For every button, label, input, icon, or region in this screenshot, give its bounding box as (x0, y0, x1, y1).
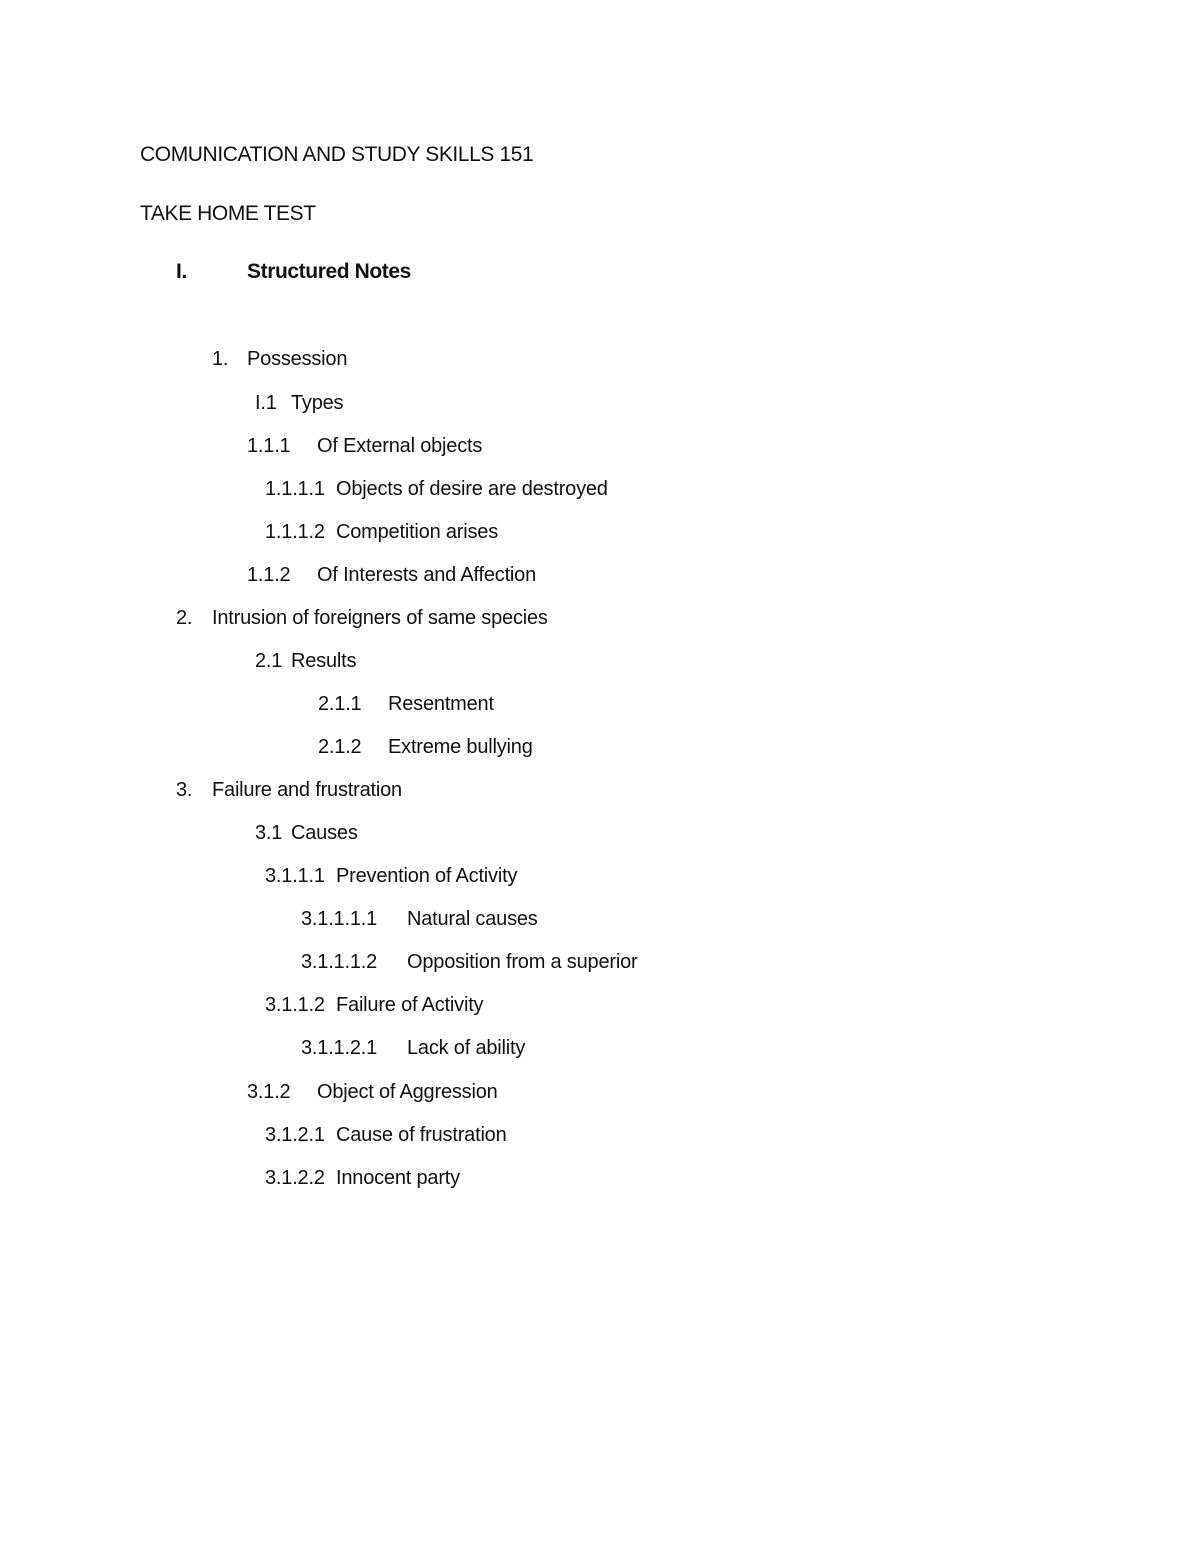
outline-text: Causes (291, 822, 358, 844)
outline-text: Prevention of Activity (336, 865, 518, 887)
outline-item (265, 993, 483, 1017)
outline-text: Extreme bullying (388, 736, 533, 758)
outline-item (255, 821, 358, 845)
outline-number: 3.1.2.2 (265, 1167, 325, 1189)
outline-text: Possession (247, 348, 348, 370)
outline-item (265, 864, 517, 888)
outline-number: 3.1.1.1.2 (301, 951, 378, 973)
outline-item (176, 606, 548, 630)
outline-number: 1.1.1.2 (265, 521, 325, 543)
outline-number: 1. (212, 348, 229, 370)
outline-number: 3.1.2 (247, 1081, 291, 1103)
outline-number: 1.1.1.1 (265, 478, 325, 500)
outline-text: Failure of Activity (336, 994, 484, 1016)
outline-text: Lack of ability (407, 1037, 526, 1059)
outline-number: 3.1.1.2 (265, 994, 325, 1016)
outline-number: 3. (176, 779, 193, 801)
outline-item (265, 477, 608, 501)
outline-item (247, 1080, 498, 1104)
outline-number: 3.1.1.2.1 (301, 1037, 378, 1059)
outline-number: 3.1.1.1.1 (301, 908, 378, 930)
outline-item (301, 950, 637, 974)
outline-item (265, 1123, 507, 1147)
outline-text: Types (291, 392, 344, 414)
outline-number: 1.1.1 (247, 435, 291, 457)
outline-number: 2. (176, 607, 193, 629)
outline-item (318, 735, 533, 759)
outline-text: Natural causes (407, 908, 538, 930)
outline-text: Results (291, 650, 357, 672)
outline-text: Of External objects (317, 435, 483, 457)
outline-item (301, 907, 538, 931)
outline-text: Opposition from a superior (407, 951, 638, 973)
outline-item (301, 1036, 525, 1060)
outline-number: 1.1.2 (247, 564, 291, 586)
outline-text: Of Interests and Affection (317, 564, 537, 586)
outline-text: Failure and frustration (212, 779, 402, 801)
outline-item (247, 563, 536, 587)
outline-item (212, 347, 347, 371)
outline-text: Innocent party (336, 1167, 460, 1189)
outline-item (176, 778, 402, 802)
outline-number: 3.1 (255, 822, 283, 844)
outline-item (265, 1166, 460, 1190)
outline-item (255, 391, 343, 415)
outline-number: I.1 (255, 392, 277, 414)
outline-text: Resentment (388, 693, 494, 715)
outline-number: 2.1 (255, 650, 283, 672)
outline-text: Object of Aggression (317, 1081, 498, 1103)
outline-number: 2.1.2 (318, 736, 362, 758)
outline-text: Intrusion of foreigners of same species (212, 607, 548, 629)
outline-number: 3.1.1.1 (265, 865, 325, 887)
outline-number: 3.1.2.1 (265, 1124, 325, 1146)
outline-text: Objects of desire are destroyed (336, 478, 608, 500)
section-numeral: I. (176, 260, 187, 283)
outline-number: 2.1.1 (318, 693, 362, 715)
outline-item (318, 692, 494, 716)
document-subtitle: TAKE HOME TEST (140, 202, 316, 225)
outline-item (247, 434, 482, 458)
outline-text: Competition arises (336, 521, 499, 543)
document-title: COMUNICATION AND STUDY SKILLS 151 (140, 143, 534, 166)
outline-item (255, 649, 356, 673)
outline-item (265, 520, 498, 544)
section-heading: Structured Notes (247, 260, 411, 283)
outline-text: Cause of frustration (336, 1124, 507, 1146)
